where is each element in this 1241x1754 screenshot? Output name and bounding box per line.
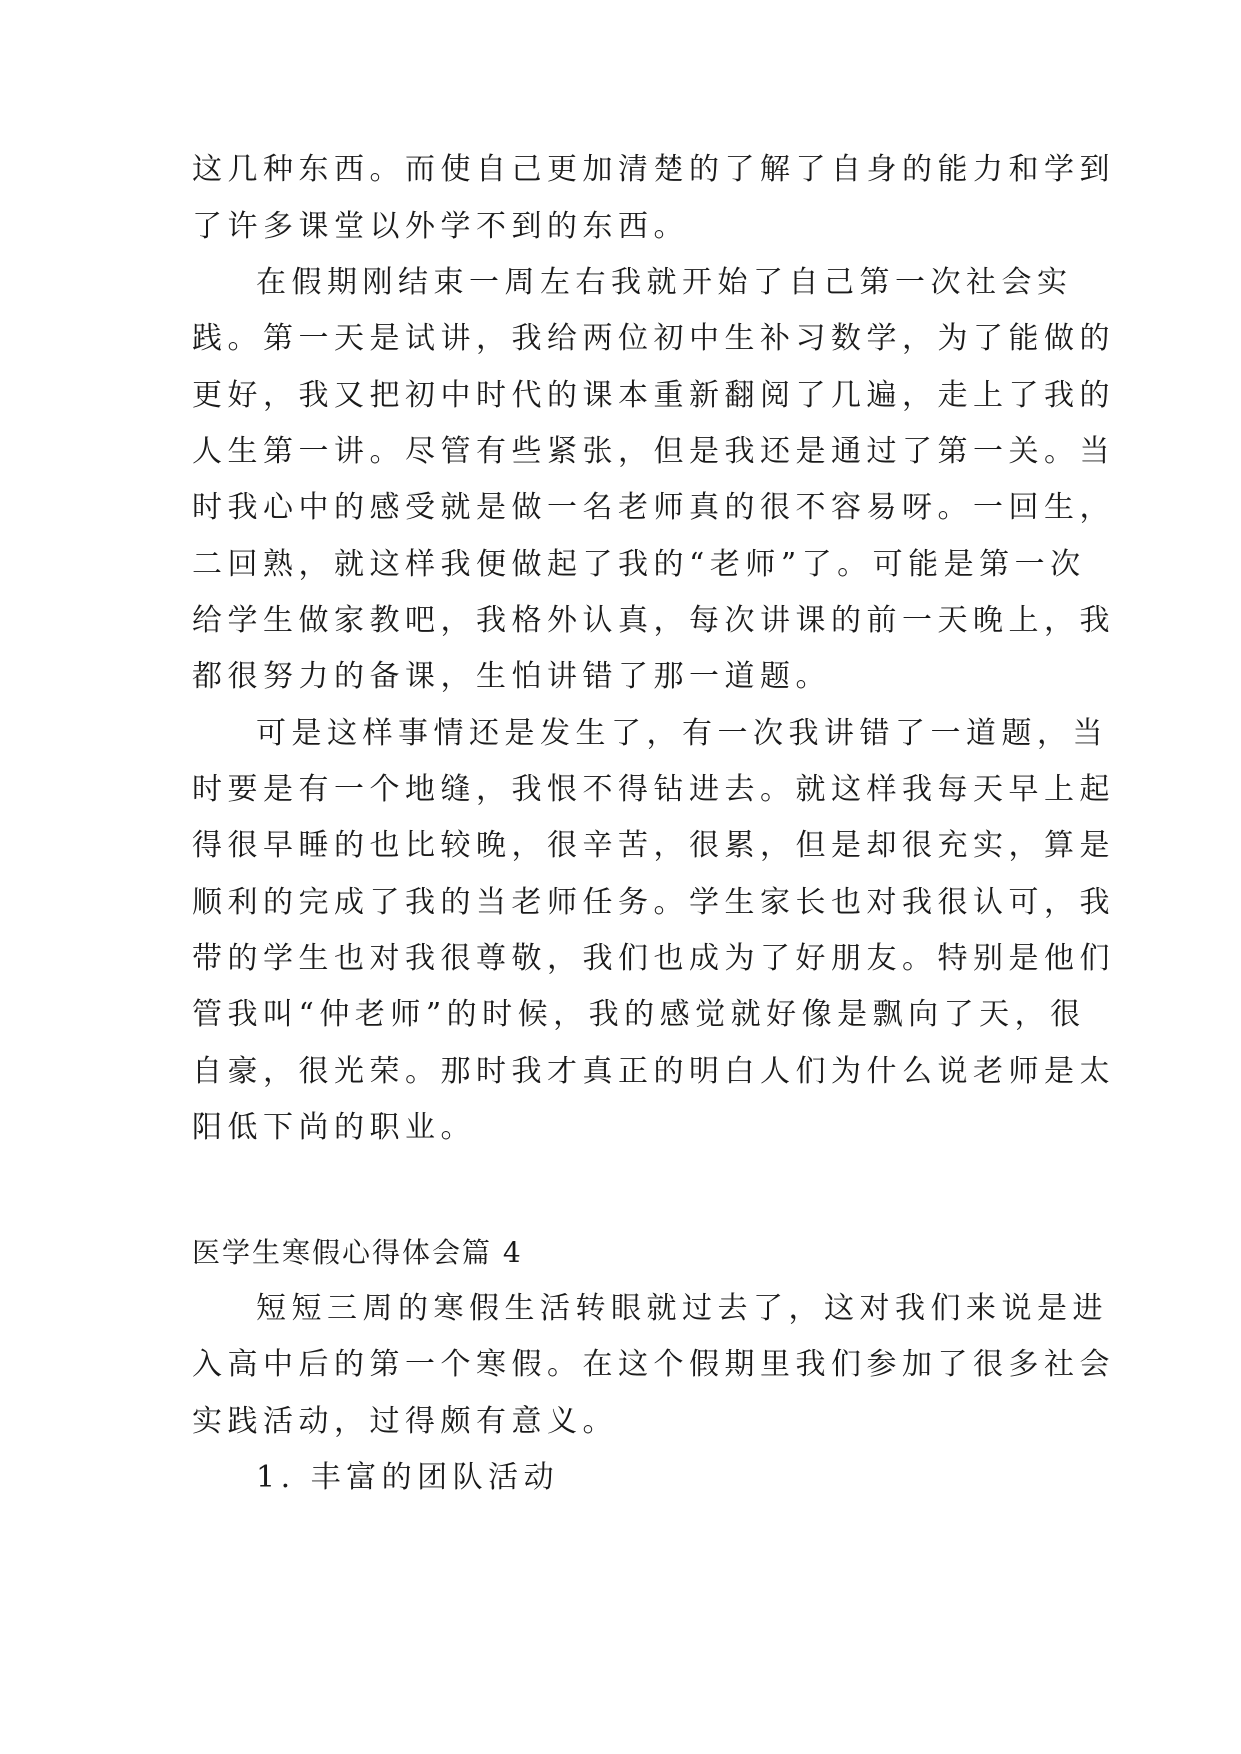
paragraph-3-line-6: 管我叫“仲老师”的时候，我的感觉就好像是飘向了天，很 (192, 997, 1086, 1032)
paragraph-4-line-1: 短短三周的寒假生活转眼就过去了，这对我们来说是进 (256, 1291, 1108, 1326)
paragraph-3-line-5: 带的学生也对我很尊敬，我们也成为了好朋友。特别是他们 (192, 941, 1115, 976)
paragraph-4-line-2: 入高中后的第一个寒假。在这个假期里我们参加了很多社会 (192, 1347, 1115, 1382)
paragraph-3-line-4: 顺利的完成了我的当老师任务。学生家长也对我很认可，我 (192, 885, 1115, 920)
paragraph-2-line-5: 时我心中的感受就是做一名老师真的很不容易呀。一回生， (192, 490, 1115, 525)
paragraph-2-line-6: 二回熟，就这样我便做起了我的“老师”了。可能是第一次 (192, 547, 1086, 582)
paragraph-2-line-1: 在假期刚结束一周左右我就开始了自己第一次社会实 (256, 265, 1073, 300)
paragraph-2-line-4: 人生第一讲。尽管有些紧张，但是我还是通过了第一关。当 (192, 434, 1115, 469)
paragraph-1-line-2: 了许多课堂以外学不到的东西。 (192, 209, 689, 244)
paragraph-2-line-3: 更好，我又把初中时代的课本重新翻阅了几遍，走上了我的 (192, 378, 1115, 413)
paragraph-3-line-3: 得很早睡的也比较晚，很辛苦，很累，但是却很充实，算是 (192, 828, 1115, 863)
paragraph-4-line-3: 实践活动，过得颇有意义。 (192, 1404, 618, 1439)
paragraph-2-line-2: 践。第一天是试讲，我给两位初中生补习数学，为了能做的 (192, 321, 1115, 356)
paragraph-3-line-1: 可是这样事情还是发生了，有一次我讲错了一道题，当 (256, 716, 1108, 751)
paragraph-3-line-2: 时要是有一个地缝，我恨不得钻进去。就这样我每天早上起 (192, 772, 1115, 807)
section-heading: 医学生寒假心得体会篇 4 (192, 1236, 523, 1269)
paragraph-3-line-8: 阳低下尚的职业。 (192, 1110, 476, 1145)
paragraph-1-line-1: 这几种东西。而使自己更加清楚的了解了自身的能力和学到 (192, 152, 1115, 187)
paragraph-2-line-7: 给学生做家教吧，我格外认真，每次讲课的前一天晚上，我 (192, 603, 1115, 638)
paragraph-2-line-8: 都很努力的备课，生怕讲错了那一道题。 (192, 659, 831, 694)
list-item-1: 1. 丰富的团队活动 (256, 1460, 560, 1495)
paragraph-3-line-7: 自豪，很光荣。那时我才真正的明白人们为什么说老师是太 (192, 1054, 1115, 1089)
